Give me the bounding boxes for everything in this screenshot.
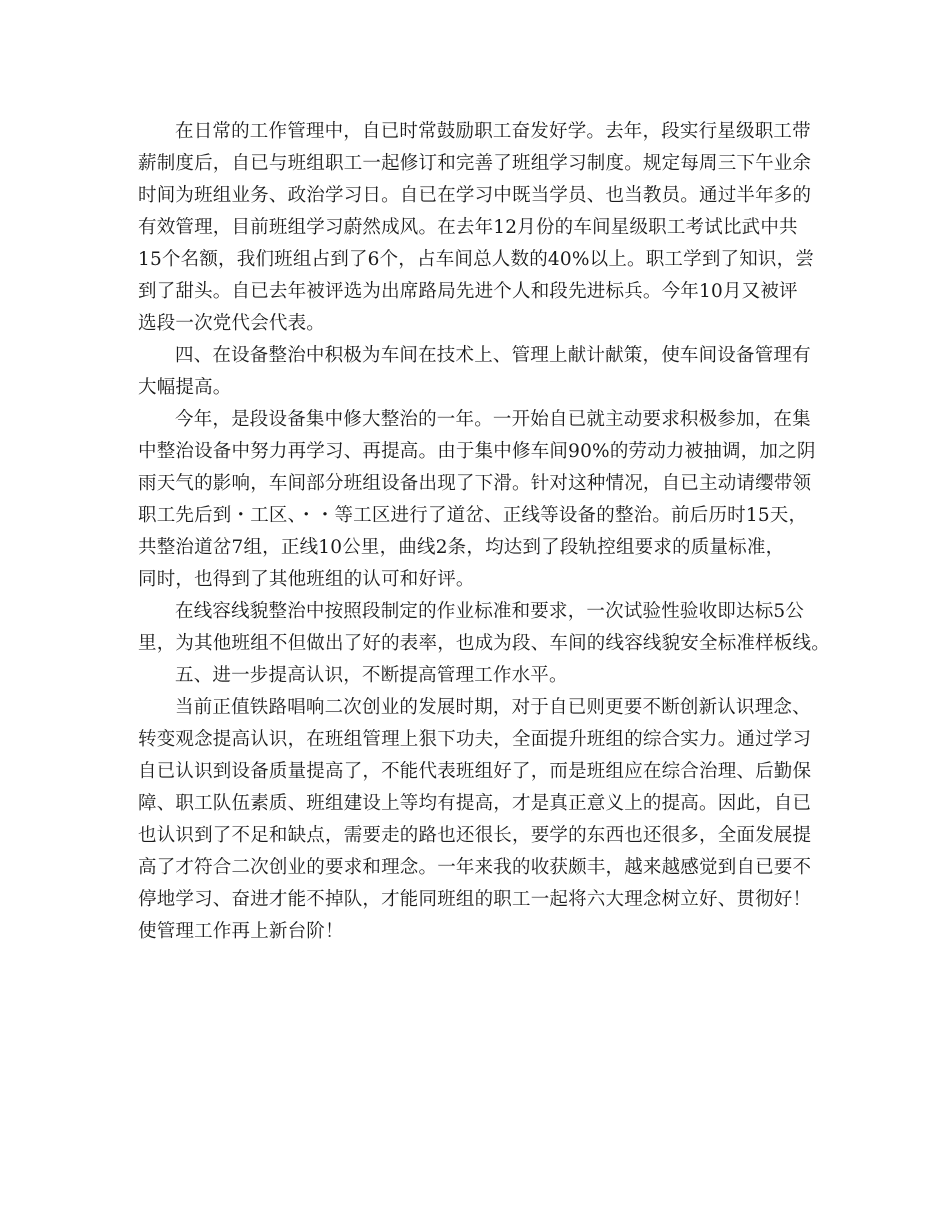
- text-line: 当前正值铁路唱响二次创业的发展时期，对于自已则更要不断创新认识理念、: [175, 697, 811, 718]
- text-line: 雨天气的影响，车间部分班组设备出现了下滑。针对这种情况，自已主动请缨带领: [138, 473, 812, 494]
- text-line: 障、职工队伍素质、班组建设上等均有提高，才是真正意义上的提高。因此，自已: [138, 793, 812, 814]
- text-line: 里，为其他班组不但做出了好的表率，也成为段、车间的线容线貌安全标准样板线。: [138, 633, 830, 654]
- text-line: 高了才符合二次创业的要求和理念。一年来我的收获颇丰，越来越感觉到自已要不: [138, 857, 812, 878]
- text-line: 选段一次党代会代表。: [138, 313, 326, 334]
- text-line: 中整治设备中努力再学习、再提高。由于集中修车间90%的劳动力被抽调，加之阴: [138, 441, 816, 462]
- text-line: 四、在设备整治中积极为车间在技术上、管理上献计献策，使车间设备管理有: [175, 345, 811, 366]
- text-line: 五、进一步提高认识，不断提高管理工作水平。: [175, 665, 568, 686]
- text-line: 15个名额，我们班组占到了6个，占车间总人数的40%以上。职工学到了知识，尝: [138, 249, 815, 270]
- text-line: 使管理工作再上新台阶！: [138, 921, 344, 942]
- text-line: 大幅提高。: [138, 377, 232, 398]
- text-line: 在日常的工作管理中，自已时常鼓励职工奋发好学。去年，段实行星级职工带: [175, 121, 811, 142]
- text-line: 有效管理，目前班组学习蔚然成风。在去年12月份的车间星级职工考试比武中共: [138, 217, 798, 238]
- text-line: 今年，是段设备集中修大整治的一年。一开始自已就主动要求积极参加，在集: [175, 409, 811, 430]
- text-line: 职工先后到・工区、・・等工区进行了道岔、正线等设备的整治。前后历时15天，: [138, 505, 808, 526]
- text-line: 自已认识到设备质量提高了，不能代表班组好了，而是班组应在综合治理、后勤保: [138, 761, 812, 782]
- text-line: 停地学习、奋进才能不掉队，才能同班组的职工一起将六大理念树立好、贯彻好！: [138, 889, 812, 910]
- text-line: 也认识到了不足和缺点，需要走的路也还很长，要学的东西也还很多，全面发展提: [138, 825, 812, 846]
- text-line: 时间为班组业务、政治学习日。自已在学习中既当学员、也当教员。通过半年多的: [138, 185, 812, 206]
- text-line: 在线容线貌整治中按照段制定的作业标准和要求，一次试验性验收即达标5公: [175, 601, 805, 622]
- text-line: 共整治道岔7组，正线10公里，曲线2条，均达到了段轨控组要求的质量标准，: [138, 537, 785, 558]
- document-body: [138, 116, 828, 948]
- text-line: 转变观念提高认识，在班组管理上狠下功夫，全面提升班组的综合实力。通过学习: [138, 729, 812, 750]
- text-line: 薪制度后，自已与班组职工一起修订和完善了班组学习制度。规定每周三下午业余: [138, 153, 812, 174]
- text-line: 同时，也得到了其他班组的认可和好评。: [138, 569, 475, 590]
- text-line: 到了甜头。自已去年被评选为出席路局先进个人和段先进标兵。今年10月又被评: [138, 281, 798, 302]
